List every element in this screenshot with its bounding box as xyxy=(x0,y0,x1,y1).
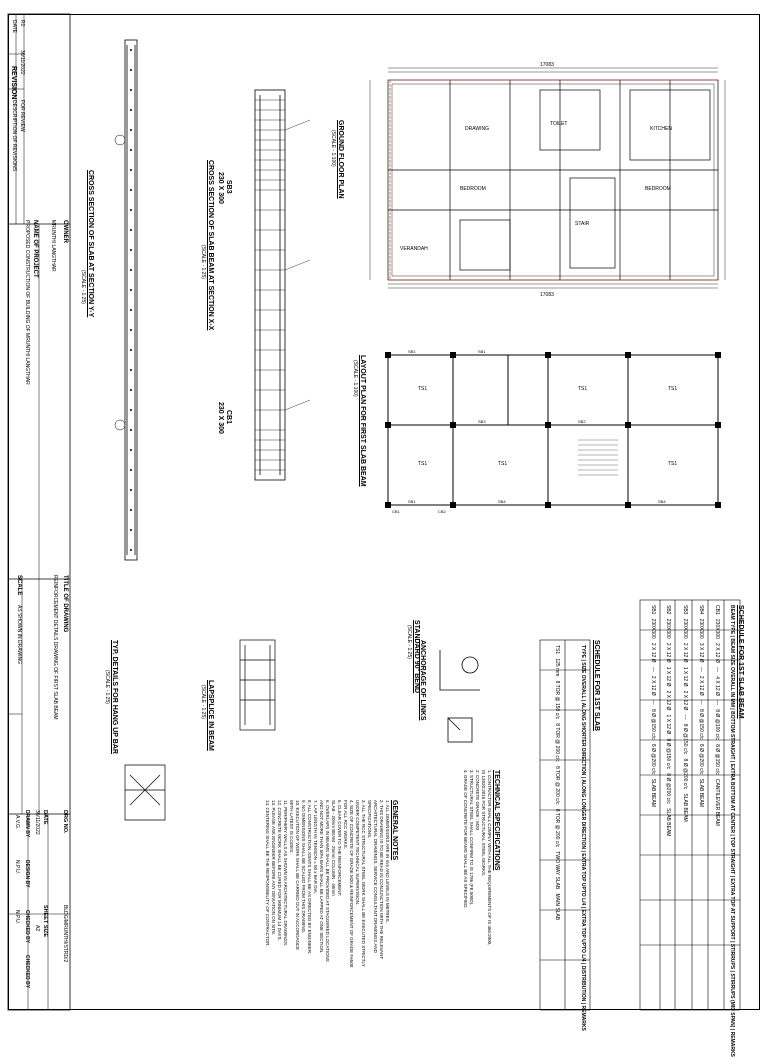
checked-by-value: N.P.U. xyxy=(14,910,20,925)
beam-label-1: SB1 xyxy=(408,349,416,354)
slab-label-6: TS1 xyxy=(418,461,428,467)
section-x-x-sb3-size: 230 X 300 xyxy=(217,172,224,204)
schedule-beam-row-sb3: SB3 230X300 2 X 12 Ø 1 X 12 Ø 2 X 12 Ø --- 8 Ø @150 c/c 8 Ø @200 c/c SLAB BEAM xyxy=(682,605,688,822)
beam-label-6: CB1 xyxy=(392,509,400,514)
section-x-x-sb3-label: SB3 xyxy=(225,180,232,194)
scale-value: AS SHOWN IN DRAWING xyxy=(16,605,22,664)
section-y-y-title: CROSS SECTION OF SLAB AT SECTION Y-Y xyxy=(87,170,94,318)
date-value: 30/11/2022 xyxy=(34,810,40,835)
revision-date-header: DATE xyxy=(11,20,17,33)
schedule-beam-headers: BEAM TYPE | BEAM SIZE OVERALL IN MM | BOTTOM STRAIGHT | EXTRA BOTTOM AT CENTER | TOP STRAIGHT | EXTRA TOP AT SUPPORT | STIRRUPS | STIRRUPS (MID SPAN) | REMARKS xyxy=(729,605,735,1057)
section-x-x-title: CROSS SECTION OF SLAB BEAM AT SECTION X-X xyxy=(207,160,214,331)
room-label-stair: STAIR xyxy=(575,221,590,227)
checked-by-label-2: CHECKED BY xyxy=(24,955,30,989)
technical-specs-title: TECHNICAL SPECIFICATIONS xyxy=(493,770,500,871)
schedule-beam-title: SCHEDULE FOR 1ST SLAB BEAM xyxy=(737,605,744,719)
beam-label-5: SB4 xyxy=(658,499,666,504)
revision-header: REVISION xyxy=(10,66,17,100)
section-x-x-scale: (SCALE - 1:25) xyxy=(200,245,206,279)
hang-up-title: TYP. DETAILS FOR HANG UP BAR xyxy=(111,640,118,754)
checked-by-label: CHECKED BY xyxy=(24,910,30,944)
project-name: PROPOSED CONSTRUCTION OF BUILDING OF MRUNTHI LANGTHAR xyxy=(24,220,30,385)
plan-dim-bottom: 17083 xyxy=(540,292,554,298)
schedule-beam-row-sb4: SB4 230X300 3 X 12 Ø --- 2 X 12 Ø --- 8 Ø @150 c/c 8 Ø @200 c/c SLAB BEAM xyxy=(698,605,704,807)
slab-label-1: TS1 xyxy=(418,386,428,392)
schedule-beam-row-sb2: SB2 230X300 2 X 12 Ø 1 X 12 Ø 2 X 12 Ø 1 X 12 Ø 8 Ø @150 c/c 8 Ø @200 c/c SLAB BEAM xyxy=(665,605,671,837)
room-label-verandah: VERANDAH xyxy=(400,246,428,252)
slab-label-3: TS1 xyxy=(578,386,588,392)
lapsplice-scale: (SCALE - 1:25) xyxy=(200,685,206,719)
technical-specs-body: 1. CONTRACTOR SHALL COMPLY WITH ALL THE REQUIREMENTS OF IS 456:2000, IS 13920:2016 FOR STRUCTURAL STEEL WORKS. 2. CONCRETE GRADE : M20 3. STRUCTURAL STEEL SHALL CONFIRM TO IS 1786 (FE 500D). 4. GRADE OF CONCRETE FOR BEAMS SHALL BE AS SPECIFIED. xyxy=(463,770,492,946)
beam-label-7: CB2 xyxy=(438,509,446,514)
sheet-size-label: SHEET SIZE xyxy=(42,905,48,938)
ground-floor-plan-title: GROUND FLOOR PLAN xyxy=(337,120,344,199)
revision-row-date: 30/11/2022 xyxy=(19,50,25,75)
schedule-beam-row-cb1: CB1 230X300 2 X 12 Ø --- 4 X 12 Ø --- 8 Ø @100 c/c 8 Ø @150 c/c CANTILEVER BEAM xyxy=(714,605,720,826)
design-by-label: DESIGN BY xyxy=(24,860,30,888)
layout-plan-first-slab-beam xyxy=(378,345,728,515)
ground-floor-plan-scale: (SCALE - 1:100) xyxy=(330,130,336,167)
standard-bend-scale: (SCALE - 1:25) xyxy=(406,625,412,659)
drawing-title: REINFORCEMENT DETAILS DRAWING OF FIRST SLAB BEAM xyxy=(52,575,58,720)
beam-label-9: SB4 xyxy=(498,499,506,504)
standard-bend-title: STANDARD 90° BEND xyxy=(413,620,420,694)
drawn-by-label: DRAWN BY xyxy=(24,810,30,838)
section-y-y-scale: (SCALE - 1:25) xyxy=(80,270,86,304)
slab-label-2: TS1 xyxy=(498,461,508,467)
sheet-size-value: A2 xyxy=(34,925,40,932)
drawing-number-value: BLDG/MRUNTHI/STRD/2 xyxy=(62,905,68,963)
date-label: DATE xyxy=(42,810,48,825)
lapsplice-title: LAPSPLICE IN BEAM xyxy=(207,680,214,751)
room-label-bedroom-2: BEDROOM xyxy=(460,186,486,192)
layout-plan-title: LAYOUT PLAN FOR FIRST SLAB BEAM xyxy=(359,355,366,487)
owner-name: MRUNTHI LANGTHAR xyxy=(50,220,56,272)
beam-label-8: SB1 xyxy=(408,499,416,504)
schedule-slab-row-ts1: TS1 125 mm 8 TOR @ 150 c/c 8 TOR @ 200 c/c 8 TOR @ 200 c/c 8 TOR @ 200 c/c TWO WAY SLAB MAIN SLAB xyxy=(554,645,560,921)
slab-label-4: TS1 xyxy=(668,386,678,392)
revision-desc-header: DESCRIPTION OF REVISIONS xyxy=(11,100,17,172)
drawing-number-label: DRG NO. xyxy=(62,810,68,834)
drawing-title-label: TITLE OF DRAWING xyxy=(62,575,68,633)
section-x-x-cb1-size: 230 X 300 xyxy=(217,402,224,434)
cross-section-y-y xyxy=(100,30,160,570)
schedule-slab-headers: TYPE | SIZE OVERALL | ALONG SHORTER DIRECTION | ALONG LONGER DIRECTION | EXTRA TOP UPTO L/4 | EXTRA TOP UPTO L/4 | DISTRIBUTION | REMARKS xyxy=(580,645,586,1031)
general-notes-title: GENERAL NOTES xyxy=(391,800,398,861)
drawn-by-value: A.V.G. xyxy=(14,815,20,830)
hang-up-scale: (SCALE - 1:25) xyxy=(104,670,110,704)
detail-standard-bend xyxy=(430,640,490,710)
detail-lapsplice-beam xyxy=(230,630,290,740)
section-x-x-cb1-label: CB1 xyxy=(225,410,232,425)
revision-row-id: R0 xyxy=(19,20,25,27)
detail-anchorage-links xyxy=(440,710,480,750)
beam-label-4: SB3 xyxy=(478,419,486,424)
design-by-value: N.P.U. xyxy=(14,860,20,875)
room-label-drawing: DRAWING xyxy=(465,126,489,132)
scale-label: SCALE xyxy=(16,575,22,596)
project-label: NAME OF PROJECT xyxy=(32,220,38,278)
plan-dim-top: 17083 xyxy=(540,62,554,68)
layout-plan-scale: (SCALE - 1:100) xyxy=(352,360,358,397)
beam-label-3: SB2 xyxy=(578,419,586,424)
anchorage-title: ANCHORAGE OF LINKS xyxy=(419,640,426,721)
ground-floor-plan xyxy=(360,50,740,298)
room-label-kitchen: KITCHEN xyxy=(650,126,672,132)
owner-label: OWNER xyxy=(62,220,68,243)
beam-label-2: SB1 xyxy=(478,349,486,354)
room-label-toilet: TOILET xyxy=(550,121,568,127)
slab-label-5: TS1 xyxy=(668,461,678,467)
room-label-bedroom-1: BEDROOM xyxy=(645,186,671,192)
schedule-beam-row-sb1: SB1 230X300 2 X 12 Ø --- 2 X 12 Ø --- 8 Ø @150 c/c 8 Ø @200 c/c SLAB BEAM xyxy=(650,605,656,807)
general-notes-body: 1. ALL DIMENSIONS ARE IN mm AND LEVELS IN METRES. 2. THIS DRAWING IS TO BE READ IN CONJUNCTION WITH THE RELEVANT ARCHITECTURAL DRAWINGS, SERVICE CONSULTANT DRAWINGS AND SPECIFICATIONS. 3. ALL THE RCC STRUCTURAL STEEL WORK SHALL BE EXECUTED STRICTLY UNDER COMPETENT TECHNICAL SUPERVISION. 4. SIZE OF CONCRETE OF GRADE M20 & REINFORCEMENT OF GRADE Fe500 FOR ALL RCC WORKS. 5. CLEAR COVER TO THE REINFORCEMENT: SLAB - 20mm BEAM - 25mm COLUMN - 40mm 6. OVERLAPS IN BEAMS SHALL BE PROVIDED AT STAGGERED LOCATIONS AND NOT MORE THAN 50% BARS SHALL BE LAPPED AT ONE SECTION. 7. LAP LENGTH IN TENSION = 50 x BAR DIA. 8. ALL CONSTRUCTION JOINTS SHALL BE AS DIRECTED BY ENGINEER. 9. NO DIMENSIONS SHALL BE SCALED FROM THIS DRAWING. 10. EXECUTION OF WORK SHALL BE CARRIED OUT IN ACCORDANCE WITH LATEST IS CODES. 11. PERIPHERY WALLS AS SHOWN IN ARCHITECTURAL DRAWINGS. 12. CONCRETE WORK SHALL BE CURED FOR MINIMUM 14 DAYS. 13. PLEASE ASK ENGINEER BEFORE ANY DEVIATION ON SITE. 14. CENTERING SHALL BE THE RESPONSIBILITY OF CONTRACTOR. xyxy=(265,800,390,968)
revision-row-desc: FOR REVIEW xyxy=(19,100,25,132)
schedule-slab-title: SCHEDULE FOR 1ST SLAB xyxy=(593,640,600,732)
cross-section-x-x xyxy=(240,70,320,490)
detail-hang-up-bar xyxy=(110,745,190,835)
